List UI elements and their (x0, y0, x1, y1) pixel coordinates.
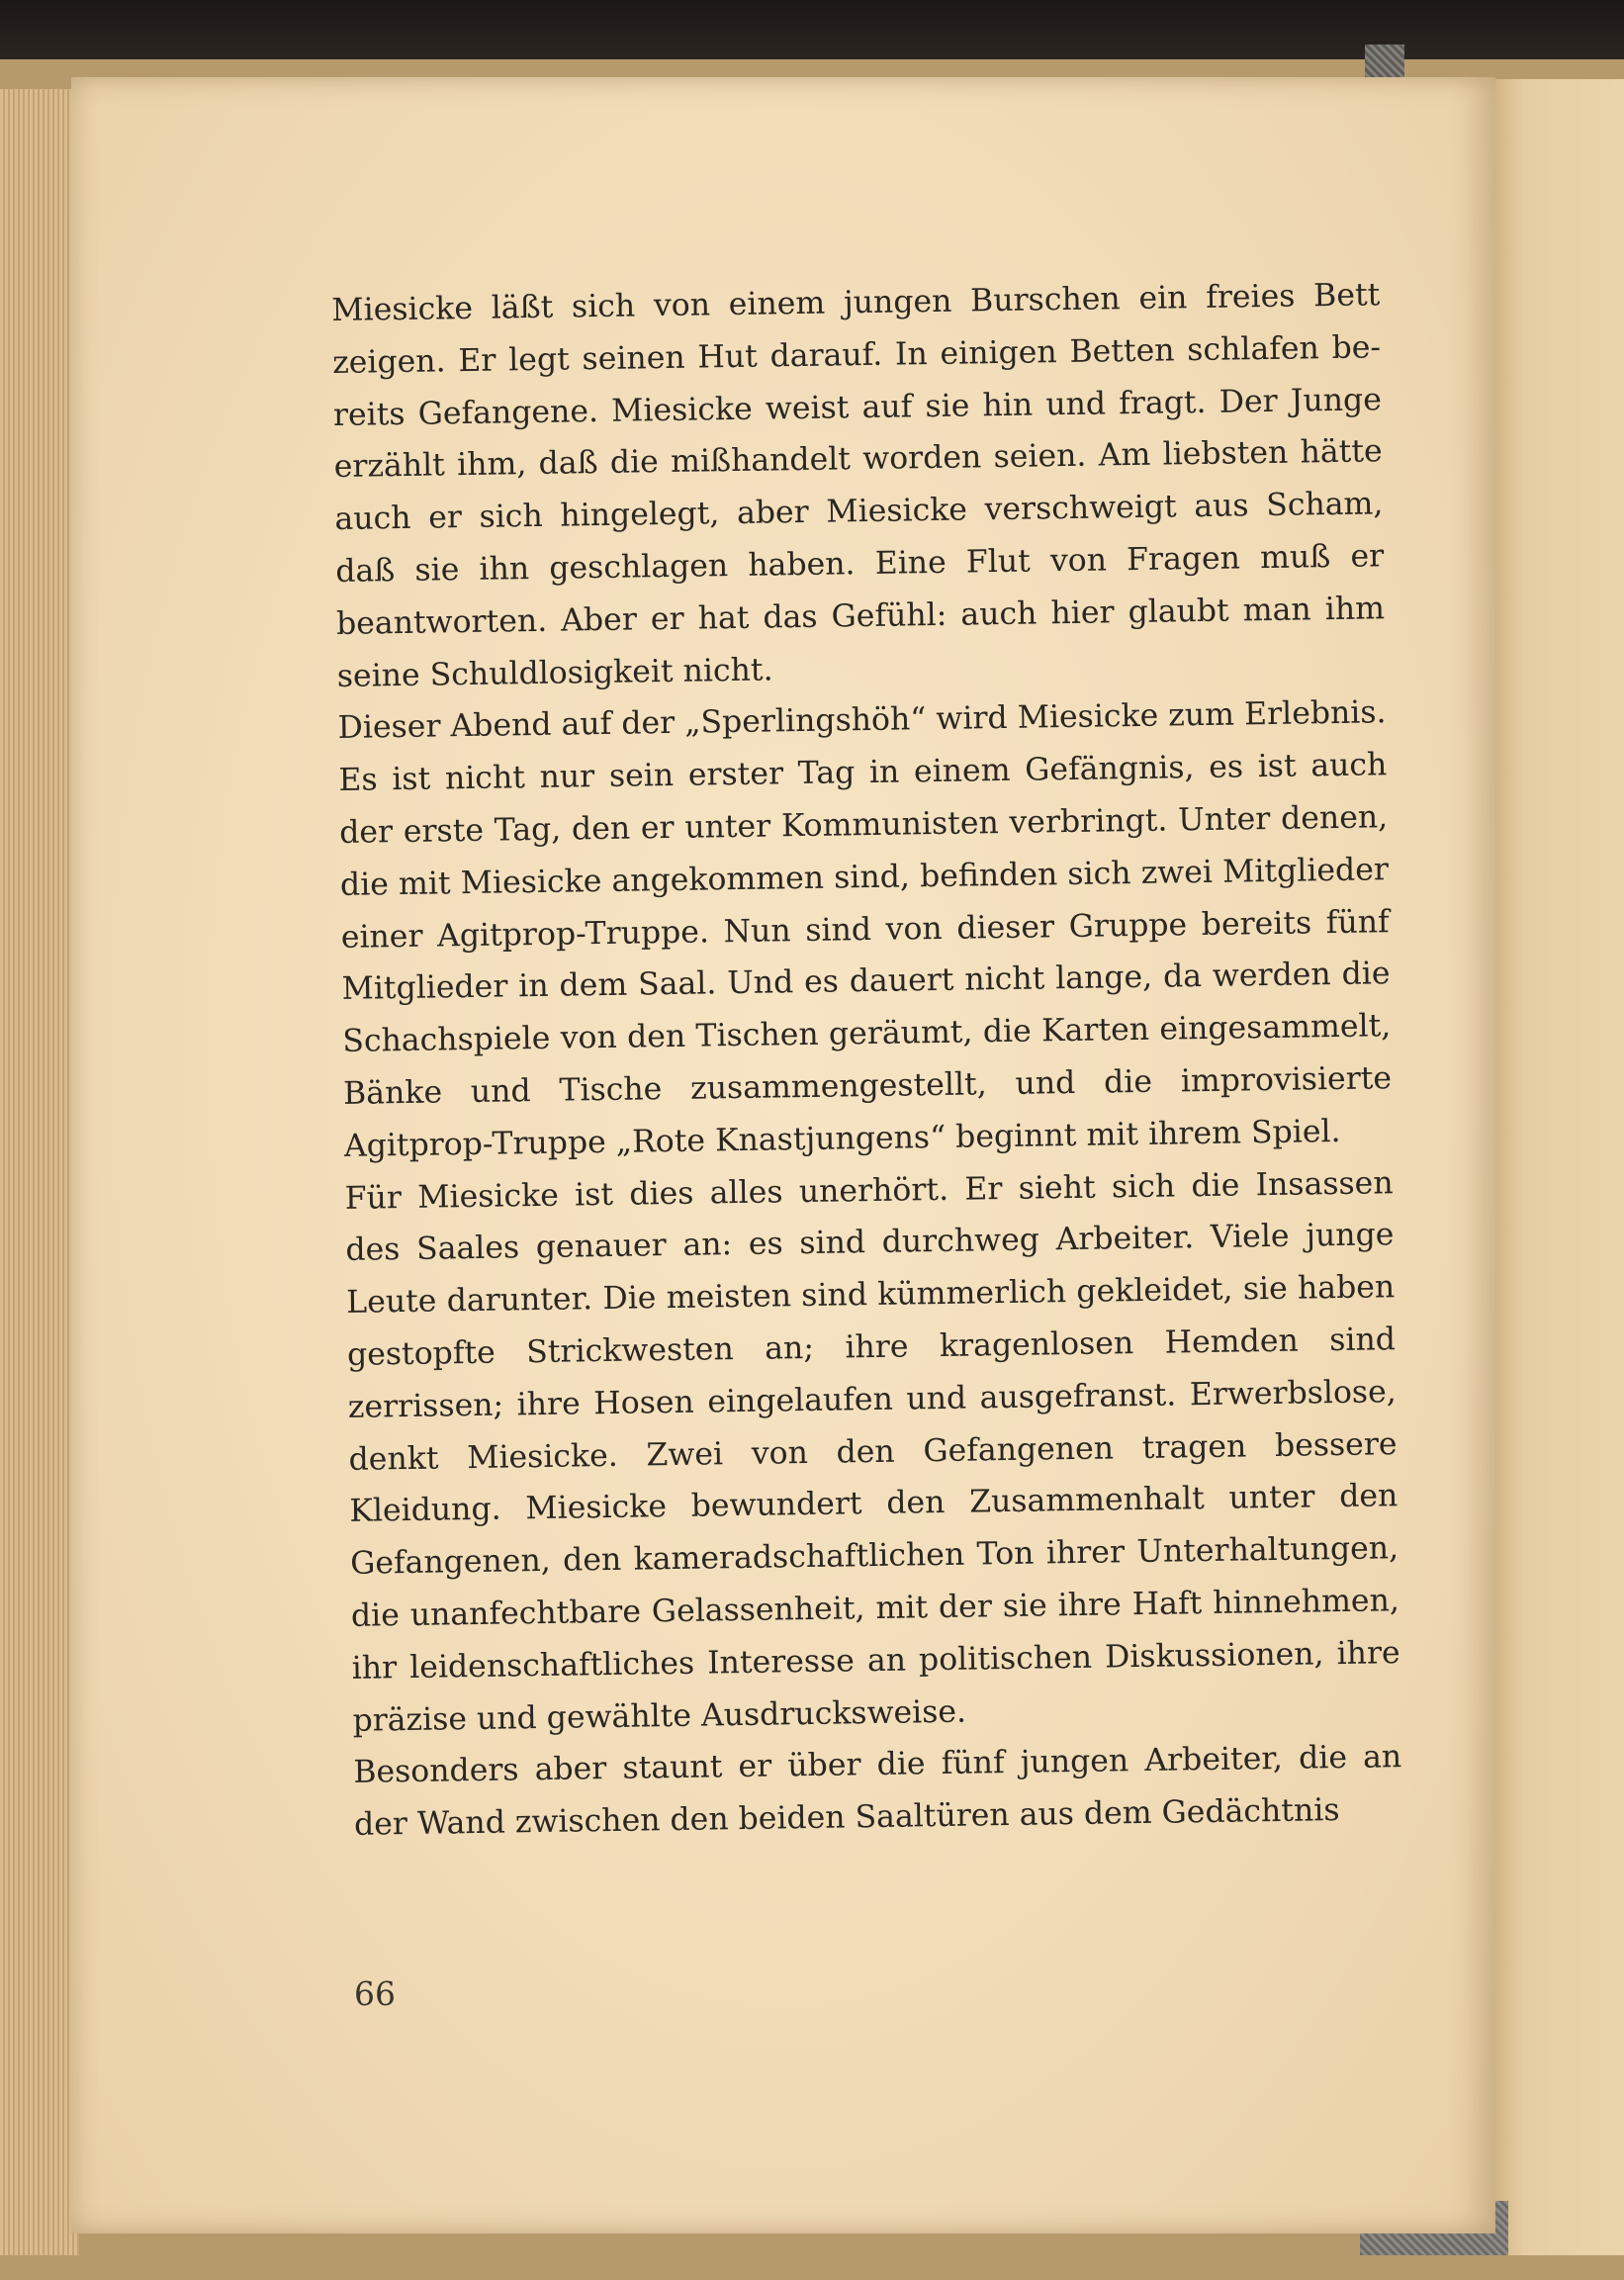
page-stack-edge (0, 89, 79, 2255)
paragraph: Für Miesicke ist dies alles unerhört. Er sieht sich die Insassen des Saales genauer an: es sind durchweg Arbeiter. Viele junge Leute darunter. Die meisten sind kümmerlich gekleidet, sie haben gestopfte Strickwesten an; ihre kragenlosen Hemden sind zerrissen; ihre Hosen eingelaufen und ausgefranst. Erwerbslose, denkt Miesicke. Zwei von den Gefangenen tragen bessere Kleidung. Miesicke bewundert den Zusammenhalt unter den Gefangenen, den kameradschaftlichen Ton ihrer Unterhaltungen, die unanfechtbare Gelassenheit, mit der sie ihre Haft hinnehmen, ihr leidenschaftliches Interesse an politischen Diskussionen, ihre präzise und gewählte Ausdrucksweise. (344, 1164, 1400, 1739)
paragraph: Dieser Abend auf der „Sperlingshöh“ wird Miesicke zum Erlebnis. Es ist nicht nur sein erster Tag in einem Gefängnis, es ist auch der erste Tag, den er unter Kommunisten verbringt. Unter denen, die mit Miesicke angekommen sind, befinden sich zwei Mitglieder einer Agitprop-Truppe. Nun sind von dieser Gruppe bereits fünf Mitglieder in dem Saal. Und es dauert nicht lange, da werden die Schachspiele von den Tischen geräumt, die Karten eingesammelt, Bänke und Tische zusammengestellt, und die improvisierte Agitprop-Truppe „Rote Knastjungens“ beginnt mit ihrem Spiel. (337, 694, 1393, 1164)
facing-page-edge (1484, 79, 1624, 2255)
paragraph: Miesicke läßt sich von einem jungen Burschen ein freies Bett zeigen. Er legt seinen Hut darauf. In einigen Betten schlafen bereits Gefangene. Miesicke weist auf sie hin und fragt. Der Junge erzählt ihm, daß die mißhandelt worden seien. Am liebsten hätte auch er sich hingelegt, aber Miesicke verschweigt aus Scham, daß sie ihn geschlagen haben. Eine Flut von Fragen muß er beantworten. Aber er hat das Gefühl: auch hier glaubt man ihm seine Schuldlosigkeit nicht. (331, 277, 1386, 694)
page-number: 66 (354, 1974, 396, 2013)
paragraph: Besonders aber staunt er über die fünf jungen Arbeiter, die an der Wand zwischen den beiden Saaltüren aus dem Gedächtnis (353, 1739, 1402, 1843)
binding-cloth-top (1365, 45, 1404, 79)
body-text (331, 269, 1402, 1851)
